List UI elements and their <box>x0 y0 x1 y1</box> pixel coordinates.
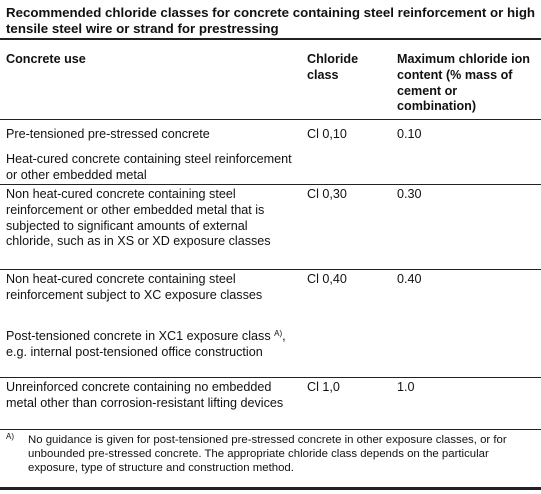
bottom-rule <box>0 487 541 490</box>
footnote-rule <box>0 429 541 430</box>
row3-max: 0.40 <box>397 272 422 286</box>
row4-use: Unreinforced concrete containing no embedded metal other than corrosion-resistant lifting devices <box>6 380 284 410</box>
row3-use-2 <box>6 329 296 361</box>
row-rule <box>0 184 541 185</box>
row2-max: 0.30 <box>397 187 422 201</box>
row-rule <box>0 269 541 270</box>
footnote-ref: A) <box>274 329 283 338</box>
row3-use-2-text: Post-tensioned concrete in XC1 exposure class <box>6 329 271 343</box>
row3-use: Non heat-cured concrete containing steel reinforcement subject to XC exposure classes <box>6 272 263 302</box>
row2-class: Cl 0,30 <box>307 187 347 201</box>
row4-max: 1.0 <box>397 380 415 394</box>
table-title: Recommended chloride classes for concrete containing steel reinforcement or high tensile steel wire or strand for prestressing <box>6 5 536 36</box>
row1-class: Cl 0,10 <box>307 127 347 141</box>
row1-max: 0.10 <box>397 127 422 141</box>
header-chloride-class: Chloride class <box>307 52 359 82</box>
row1-use-2: Heat-cured concrete containing steel reinforcement or other embedded metal <box>6 152 292 182</box>
header-rule <box>0 119 541 120</box>
row4-class: Cl 1,0 <box>307 380 340 394</box>
row1-use: Pre-tensioned pre-stressed concrete <box>6 127 210 141</box>
top-rule <box>0 38 541 40</box>
footnote-text: No guidance is given for post-tensioned pre-stressed concrete in other exposure classes, or for unbounded pre-stressed concrete. The appropriate chloride class depends on the particular exposure, type of structure and construction method. <box>28 434 507 475</box>
header-max-chloride: Maximum chloride ion content (% mass of cement or combination) <box>397 52 530 114</box>
row2-use: Non heat-cured concrete containing steel reinforcement or other embedded metal that is subjected to significant amounts of external chloride, such as in XS or XD exposure classes <box>6 187 271 249</box>
header-concrete-use: Concrete use <box>6 52 86 66</box>
row3-class: Cl 0,40 <box>307 272 347 286</box>
row-rule <box>0 377 541 378</box>
footnote-mark: A) <box>6 432 14 441</box>
row3-use-2-tail: , e.g. internal post-tensioned office construction <box>6 329 286 359</box>
